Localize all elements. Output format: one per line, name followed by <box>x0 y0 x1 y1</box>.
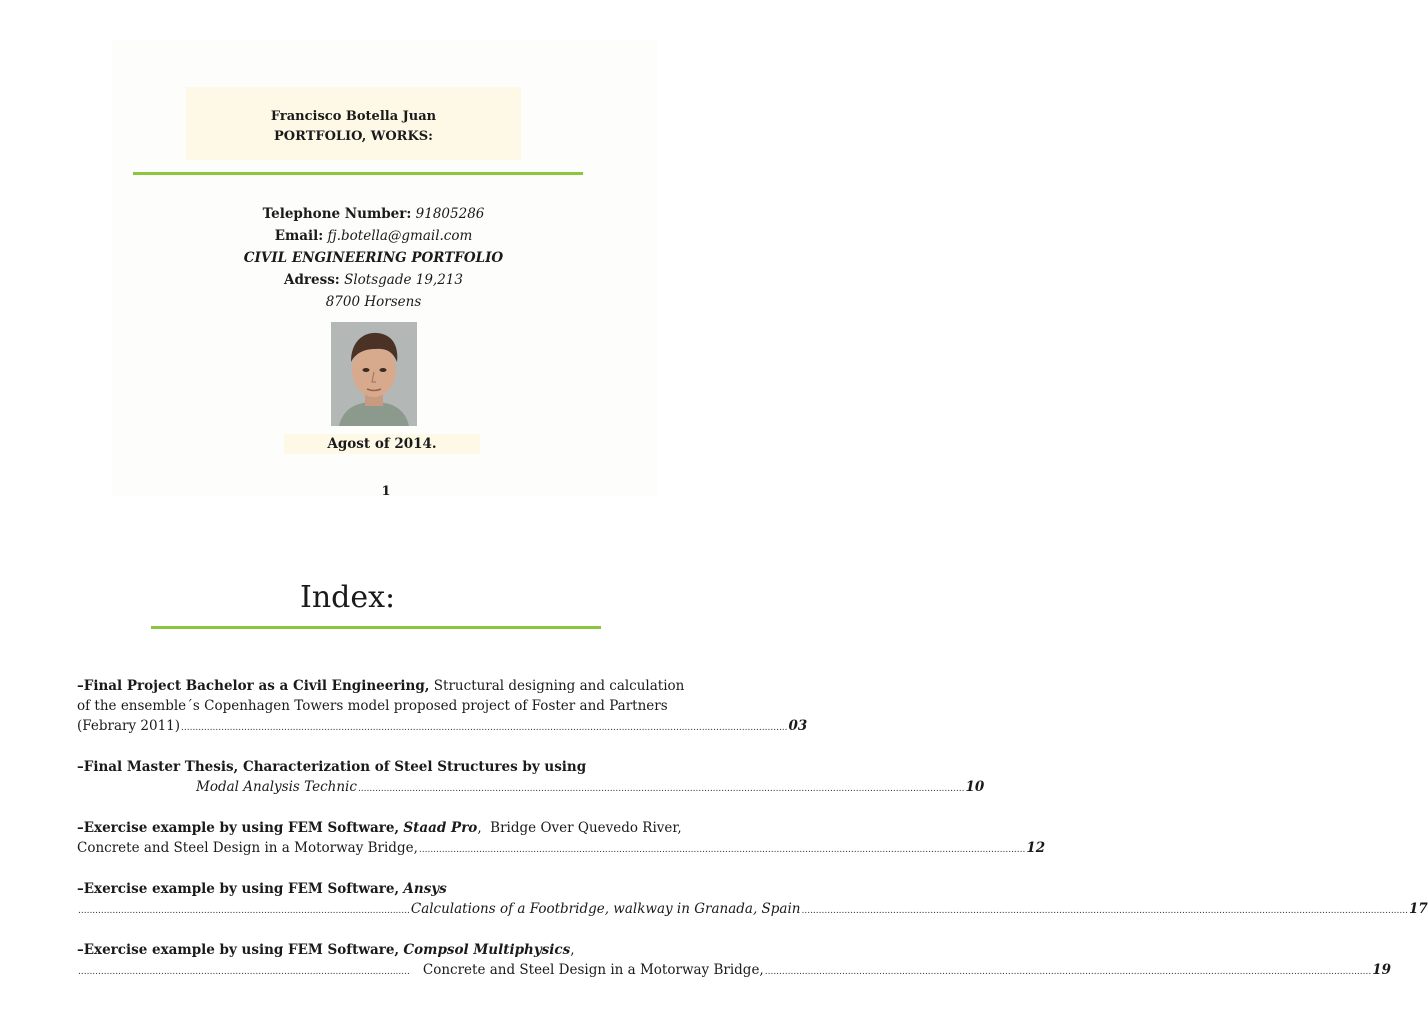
index-title: Index: <box>300 580 396 615</box>
page-number: 1 <box>381 484 391 499</box>
index-entry-2[interactable] <box>77 757 985 799</box>
email-value: fj.botella@gmail.com <box>327 228 473 244</box>
author-name: Francisco Botella Juan <box>270 109 437 124</box>
entry-heading: –Exercise example by using FEM Software, <box>77 942 400 958</box>
entry-heading: –Final Project Bachelor as a Civil Engineering, <box>77 678 430 694</box>
title-box <box>186 87 521 160</box>
address-line <box>112 269 635 291</box>
dot-leader: .................................................................................................................... <box>78 967 410 977</box>
email-label: Email: <box>274 228 324 244</box>
date-label: Agost of 2014. <box>284 434 480 454</box>
entry-page: 17 <box>1408 901 1428 917</box>
portfolio-subtitle: PORTFOLIO, WORKS: <box>274 129 433 144</box>
entry-text: Concrete and Steel Design in a Motorway Bridge, <box>422 962 764 978</box>
entry-software: Staad Pro <box>403 820 478 836</box>
entry-software: Ansys <box>403 881 447 897</box>
portrait-photo <box>331 322 417 426</box>
dot-leader: .................................................................................................................................................................................................................... <box>801 906 1408 916</box>
dot-leader: .................................................................................................................................................................................................................... <box>357 784 965 794</box>
index-divider <box>151 626 601 629</box>
index-entry-1[interactable] <box>77 676 808 738</box>
entry-text: Structural designing and calculation <box>429 678 685 694</box>
entry-text: , Bridge Over Quevedo River, <box>477 820 682 836</box>
entry-text: Calculations of a Footbridge, walkway in Granada, Spain <box>410 901 801 917</box>
entry-text: of the ensemble´s Copenhagen Towers model proposed project of Foster and Partners <box>77 698 668 714</box>
portfolio-heading <box>112 247 635 269</box>
index-entry-5[interactable] <box>77 940 1392 982</box>
dot-leader: .................................................................................................................................................................................................................... <box>764 967 1372 977</box>
address-label: Adress: <box>283 272 340 288</box>
entry-text: , <box>570 942 575 958</box>
entry-heading: –Final Master Thesis, Characterization of Steel Structures by using <box>77 759 587 775</box>
phone-label: Telephone Number: <box>262 206 412 222</box>
city-value: 8700 Horsens <box>325 294 422 310</box>
email-line <box>112 225 635 247</box>
entry-page: 19 <box>1372 962 1392 978</box>
index-entry-4[interactable] <box>77 879 1428 921</box>
entry-heading: –Exercise example by using FEM Software, <box>77 881 400 897</box>
top-divider <box>133 172 583 175</box>
address-value: Slotsgade 19,213 <box>344 272 463 288</box>
portfolio-label: CIVIL ENGINEERING PORTFOLIO <box>243 250 504 266</box>
index-entry-3[interactable] <box>77 818 1046 860</box>
dot-leader: .................................................................................................................... <box>78 906 410 916</box>
contact-block <box>112 203 635 313</box>
phone-line <box>112 203 635 225</box>
entry-text: Concrete and Steel Design in a Motorway Bridge, <box>77 840 418 856</box>
entry-page: 12 <box>1026 840 1046 856</box>
index-list <box>77 676 1428 1001</box>
portrait-icon <box>331 322 417 426</box>
entry-heading: –Exercise example by using FEM Software, <box>77 820 400 836</box>
dot-leader: .................................................................................................................................................................................................................... <box>418 845 1026 855</box>
entry-text: Modal Analysis Technic <box>196 779 357 795</box>
city-line <box>112 291 635 313</box>
entry-page: 10 <box>965 779 985 795</box>
entry-page: 03 <box>788 718 808 734</box>
dot-leader: .................................................................................................................................................................................................................... <box>181 723 788 733</box>
entry-text: (Febrary 2011) <box>77 718 181 734</box>
phone-value: 91805286 <box>415 206 485 222</box>
entry-software: Compsol Multiphysics <box>403 942 571 958</box>
